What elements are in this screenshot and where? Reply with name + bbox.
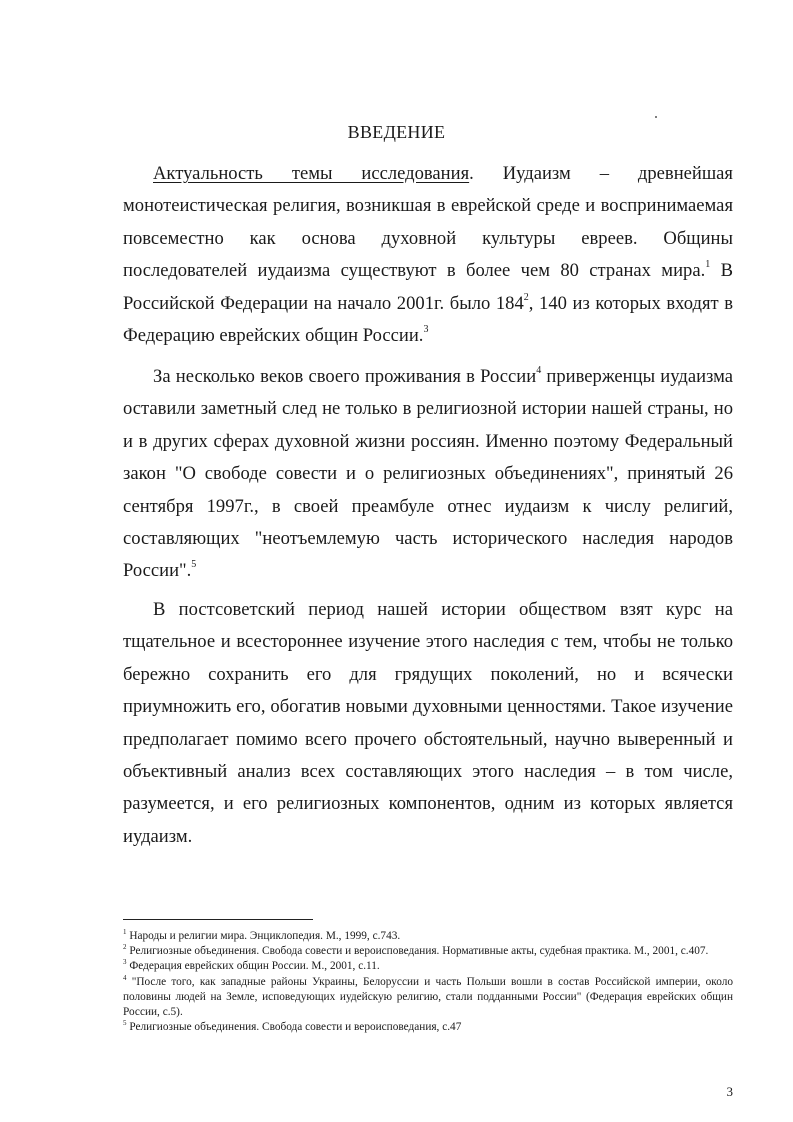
footnote-ref-1: 1 <box>705 259 711 271</box>
paragraph-history: За несколько веков своего проживания в России$^4$ приверженцы иудаизма оставили заметный след не только в религиозной истории нашей страны, но и в других сферах духовной жизни россиян. Именно поэтому Федеральный закон "О свободе совести и о религиозных объединениях", принятый 26 сентября 1997г., в своей преамбуле отнес иудаизм к числу религий, составляющих "неотъемлемую часть исторического наследия народов России".$^5$ <box>123 365 733 582</box>
footnotes <box>123 929 733 1035</box>
section-heading: ВВЕДЕНИЕ <box>347 122 446 142</box>
scan-speck <box>655 116 657 118</box>
footnote-1: $^1$ Народы и религии мира. Энциклопедия. М., 1999, с.743. <box>123 928 401 942</box>
footnote-ref-5: 5 <box>191 559 197 571</box>
footnote-ref-4: 4 <box>536 365 542 376</box>
relevance-lead: Актуальность темы исследования <box>153 163 470 184</box>
paragraph-postsoviet: В постсоветский период нашей истории обществом взят курс на тщательное и всестороннее изучение этого наследия с тем, чтобы не только бережно сохранить его для грядущих поколений, но и всячески приумножить его, обогатив новыми духовными ценностями. Такое изучение предполагает помимо всего прочего обстоятельный, научно выверенный и объективный анализ всех составляющих этого наследия – в том числе, разумеется, и его религиозных компонентов, одним из которых является иудаизм. <box>123 599 733 847</box>
footnote-2: $^2$ Религиозные объединения. Свобода совести и вероисповедания. Нормативные акты, судебная практика. М., 2001, с.407. <box>123 943 709 958</box>
footnote-4: $^4$ "После того, как западные районы Украины, Белоруссии и часть Польши вошли в состав Российской империи, около половины людей на Земле, исповедующих иудейскую религию, стали подданными России" (Федерация еврейских общин России, с.5). <box>123 973 733 1019</box>
footnote-5: $^5$ Религиозные объединения. Свобода совести и вероисповедания, с.47 <box>123 1019 462 1034</box>
footnote-divider <box>123 919 313 920</box>
paragraph-relevance: Актуальность темы исследования. Иудаизм – древнейшая монотеистическая религия, возникшая в еврейской среде и воспринимаемая повсеместно как основа духовной культуры евреев. Общины последователей иудаизма существуют в более чем 80 странах мира.$^1$ В Российской Федерации на начало 2001г. было $184^2$, 140 из которых входят в Федерацию еврейских общин России.$^3$ <box>123 163 734 347</box>
footnote-ref-2: 2 <box>523 291 529 303</box>
footnote-ref-3: 3 <box>423 324 429 336</box>
footnote-3: $^3$ Федерация еврейских общин России. М., 2001, с.11. <box>123 958 380 973</box>
page-number: 3 <box>726 1084 733 1099</box>
